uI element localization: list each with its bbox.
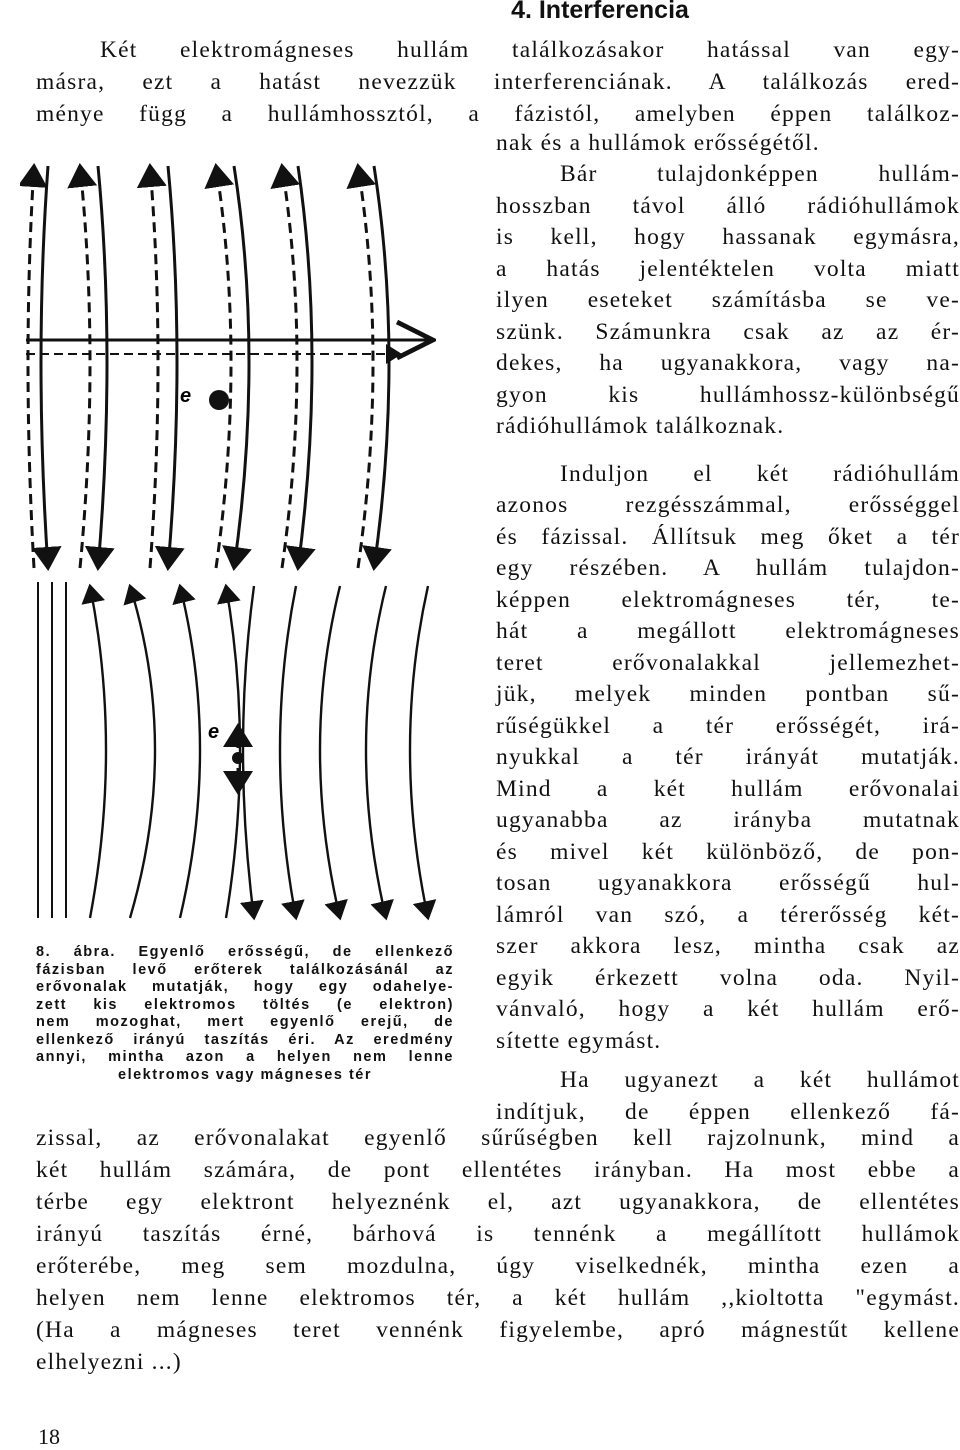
column-line: egyik érkezett volna oda. Nyil- <box>496 964 960 991</box>
column-line: lámról van szó, a térerősség két- <box>496 901 960 928</box>
column-line: hosszban távol álló rádióhullámok <box>496 192 960 219</box>
column-line: a hatás jelentéktelen volta miatt <box>496 255 960 282</box>
column-line: szünk. Számunkra csak az az ér- <box>496 318 960 345</box>
intro-line: Két elektromágneses hullám találkozásakor hatással van egy- <box>100 37 960 63</box>
column-line: Bár tulajdonképpen hullám- <box>560 161 960 187</box>
column-line: egy részében. A hullám tulajdon- <box>496 555 960 581</box>
intro-line: másra, ezt a hatást nevezzük interferenciának. A találkozás ered- <box>36 69 960 95</box>
page-number: 18 <box>38 1424 60 1449</box>
figure-in-phase-field-lines <box>20 158 450 590</box>
bottom-line: helyen nem lenne elektromos tér, a két hullám ,,kioltotta "egymást. <box>36 1285 960 1311</box>
column-line: is kell, hogy hassanak egymásra, <box>496 224 960 250</box>
column-line: Ha ugyanezt a két hullámot <box>560 1067 960 1093</box>
column-line: és mivel két különböző, de pon- <box>496 838 960 865</box>
bottom-line: elhelyezni ...) <box>36 1349 182 1375</box>
column-line: azonos rezgésszámmal, erősséggel <box>496 492 960 518</box>
column-line: Mind a két hullám erővonalai <box>496 775 960 802</box>
column-line: képpen elektromágneses tér, te- <box>496 586 960 613</box>
intro-tail <box>496 128 960 160</box>
column-line: rádióhullámok találkoznak. <box>496 413 785 439</box>
column-line: sítette egymást. <box>496 1027 662 1054</box>
caption-line: ellenkező irányú taszítás éri. Az eredmény <box>36 1031 454 1048</box>
column-line: hát a megállott elektromágneses <box>496 618 960 644</box>
column-line: rűségükkel a tér erősségét, irá- <box>496 712 960 739</box>
electron-label: e <box>180 385 192 407</box>
electron-dot <box>209 390 229 410</box>
caption-last-line: elektromos vagy mágneses tér <box>118 1066 372 1083</box>
section-title: 4. Interferencia <box>511 0 689 24</box>
column-line: indítjuk, de éppen ellenkező fá- <box>496 1098 960 1125</box>
figure-caption <box>36 944 454 1084</box>
bottom-line: zissal, az erővonalakat egyenlő sűrűségben kell rajzolnunk, mind a <box>36 1125 960 1151</box>
intro-line: ménye függ a hullámhossztól, a fázistól, amelyben éppen találkoz- <box>36 101 960 127</box>
column-line: Induljon el két rádióhullám <box>560 460 960 487</box>
electron-label: e <box>208 721 220 743</box>
electron-dot <box>232 752 244 764</box>
column-line: és fázissal. Állítsuk meg őket a tér <box>496 523 960 550</box>
bottom-line: erőterébe, meg sem mozdulna, úgy viselkednék, mintha ezen a <box>36 1253 960 1279</box>
figure-opposite-phase-field-lines <box>30 578 462 928</box>
column-line: szer akkora lesz, mintha csak az <box>496 933 960 959</box>
caption-line: zett kis elektromos töltés (e elektron) <box>36 996 454 1013</box>
bottom-line: irányú taszítás érné, bárhová is tennénk a megállított hullámok <box>36 1221 960 1247</box>
caption-line: annyi, mintha azon a helyen nem lenne <box>36 1049 454 1065</box>
caption-line: 8. ábra. Egyenlő erősségű, de ellenkező <box>36 944 454 960</box>
bottom-paragraph <box>36 1122 960 1378</box>
intro-paragraph <box>36 34 960 130</box>
bottom-line: (Ha a mágneses teret vennénk figyelembe, apró mágnestűt kellene <box>36 1317 960 1343</box>
column-line: teret erővonalakkal jellemezhet- <box>496 649 960 676</box>
bottom-line: két hullám számára, de pont ellentétes irányban. Ha most ebbe a <box>36 1157 960 1183</box>
column-line: jük, melyek minden pontban sű- <box>496 681 960 707</box>
bottom-line: térbe egy elektront helyeznénk el, azt ugyanakkora, de ellentétes <box>36 1189 960 1215</box>
caption-line: erővonalak mutatják, hogy egy odahelye- <box>36 979 454 995</box>
column-line: dekes, ha ugyanakkora, vagy na- <box>496 350 960 376</box>
column-line: vánvaló, hogy a két hullám erő- <box>496 996 960 1022</box>
right-column-text <box>496 159 960 1128</box>
column-line: gyon kis hullámhossz-különbségű <box>496 381 960 408</box>
caption-line: fázisban levő erőterek találkozásánál az <box>36 961 454 978</box>
column-line: ugyanabba az irányba mutatnak <box>496 807 960 833</box>
column-line: tosan ugyanakkora erősségű hul- <box>496 870 960 896</box>
caption-line: nem mozoghat, mert egyenlő erejű, de <box>36 1014 454 1030</box>
intro-tail-line: nak és a hullámok erősségétől. <box>496 130 820 156</box>
column-line: ilyen eseteket számításba se ve- <box>496 287 960 313</box>
column-line: nyukkal a tér irányát mutatják. <box>496 744 960 770</box>
